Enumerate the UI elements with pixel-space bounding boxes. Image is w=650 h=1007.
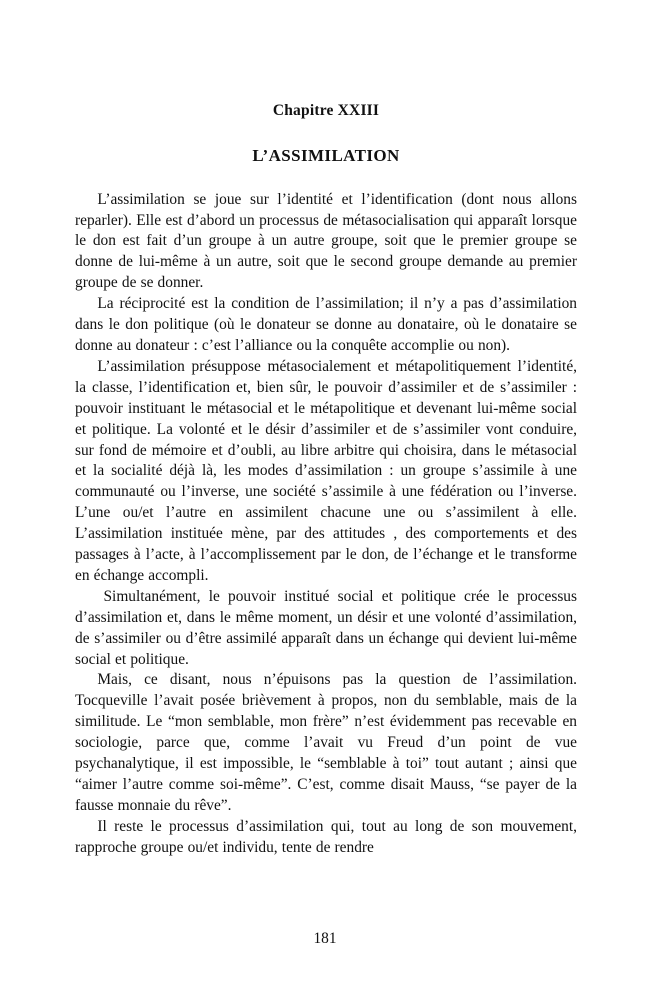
paragraph: La réciprocité est la condition de l’assimilation; il n’y a pas d’assimilation dans le don politique (où le donateur se donne au donataire, où le donataire se donne au donateur : c’est l’alliance ou la conquête accomplie ou non). [75,295,577,354]
page-title: L’ASSIMILATION [252,146,400,166]
page-content [75,0,577,859]
body-text [75,190,577,859]
paragraph: L’assimilation se joue sur l’identité et l’identification (dont nous allons reparler). Elle est d’abord un processus de métasocialisation qui apparaît lorsque le don est fait d’un groupe à un autre groupe, soit que le premier groupe se donne de lui-même à un autre, soit que le second groupe demande au premier groupe de se donner. [75,190,577,292]
paragraph: Mais, ce disant, nous n’épuisons pas la question de l’assimilation. Tocqueville l’avait posée brièvement à propos, non du semblable, mais de la similitude. Le “mon semblable, mon frère” n’est évidemment pas recevable en sociologie, parce que, comme l’avait vu Freud d’un point de vue psychanalytique, il est impossible, le “semblable à toi” tout autant ; ainsi que “aimer l’autre comme soi-même”. C’est, comme disait Mauss, “se payer de la fausse monnaie du rêve”. [75,671,577,814]
chapter-heading: Chapitre XXIII [272,102,380,119]
page-number: 181 [313,930,337,947]
paragraph: L’assimilation présuppose métasocialement et métapolitiquement l’identité, la classe, l’identification et, bien sûr, le pouvoir d’assimiler et de s’assimiler : pouvoir instituant le métasocial et le métapolitique et devenant lui-même social et politique. La volonté et le désir d’assimiler et de s’assimiler vont conduire, sur fond de mémoire et d’oubli, au libre arbitre qui choisira, dans le métasocial et la socialité déjà là, les modes d’assimilation : un groupe s’assimile à une communauté ou l’inverse, une société s’assimile à une fédération ou l’inverse. L’une ou/et l’autre en assimilent chacune une ou s’assimilent à elle. L’assimilation instituée mène, par des attitudes , des comportements et des passages à l’acte, à l’accomplissement par le don, de l’échange et le transforme en échange accompli. [75,357,577,584]
paragraph: Il reste le processus d’assimilation qui, tout au long de son mouvement, rapproche groupe ou/et individu, tente de rendre [75,817,577,856]
paragraph: Simultanément, le pouvoir institué social et politique crée le processus d’assimilation et, dans le même moment, un désir et une volonté d’assimilation, de s’assimiler ou d’être assimilé apparaît dans un échange qui devient lui-même social et politique. [75,587,577,668]
